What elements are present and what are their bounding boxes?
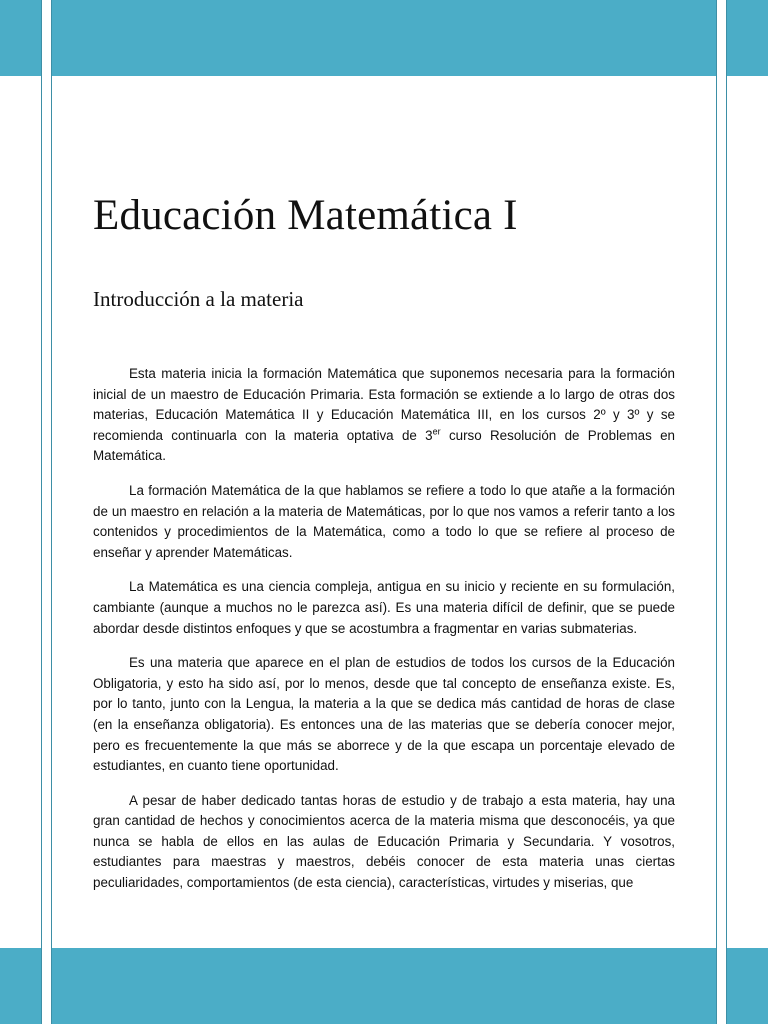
corner-block-top-right [727,0,768,76]
frame-line-left-inner [51,0,52,1024]
corner-block-bottom-left [0,948,41,1024]
frame-line-right-outer [726,0,727,1024]
paragraph-5: A pesar de haber dedicado tantas horas de estudio y de trabajo a esta materia, hay una gran cantidad de hechos y conocimientos acerca de la materia misma que desconocéis, ya que nunca se habla de ellos en las aulas de Educación Primaria y Secundaria. Y vosotros, estudiantes para maestras y maestros, debéis conocer de esta materia unas ciertas peculiaridades, comportamientos (de esta ciencia), características, virtudes y miserias, que [93,792,675,891]
section-heading: Introducción a la materia [93,287,304,311]
paragraph-1 [93,364,675,467]
body-text [93,364,675,894]
paragraph-4: Es una materia que aparece en el plan de estudios de todos los cursos de la Educación Obligatoria, y esto ha sido así, por lo menos, desde que tal concepto de enseñanza existe. Es, por lo tanto, junto con la Lengua, la materia a la que se dedica más cantidad de horas de clase (en la enseñanza obligatoria). Es entonces una de las materias que se debería conocer mejor, pero es frecuentemente la que más se aborrece y de la que escapa un porcentaje elevado de estudiantes, en cuanto tiene oportunidad. [93,655,675,774]
document-title: Educación Matemática I [93,192,518,239]
footer-band [52,948,716,1024]
frame-line-left-outer [41,0,42,1024]
header-band [52,0,716,76]
paragraph-3: La Matemática es una ciencia compleja, antigua en su inicio y reciente en su formulación, cambiante (aunque a muchos no le parezca así). Es una materia difícil de definir, que se puede abordar desde distintos enfoques y que se acostumbra a fragmentar en varias submaterias. [93,579,675,636]
corner-block-bottom-right [727,948,768,1024]
paragraph-2: La formación Matemática de la que hablamos se refiere a todo lo que atañe a la formación de un maestro en relación a la materia de Matemáticas, por lo que nos vamos a referir tanto a los contenidos y procedimientos de la Matemática, como a todo lo que se refiere al proceso de enseñar y aprender Matemáticas. [93,482,675,560]
frame-line-right-inner [716,0,717,1024]
ordinal-superscript: er [432,426,441,437]
paragraph-1-text: Esta materia inicia la formación Matemática que suponemos necesaria para la formación inicial de un maestro de Educación Primaria. Esta formación se extiende a lo largo de otras dos materias, Educación Matemática II y Educación Matemática III, en los cursos 2º y 3º y se recomienda continuarla con la materia optativa de 3 [93,366,675,443]
page-content [93,190,675,908]
paragraph-1-text-end: curso Resolución de Problemas en Matemática. [93,427,675,464]
corner-block-top-left [0,0,41,76]
